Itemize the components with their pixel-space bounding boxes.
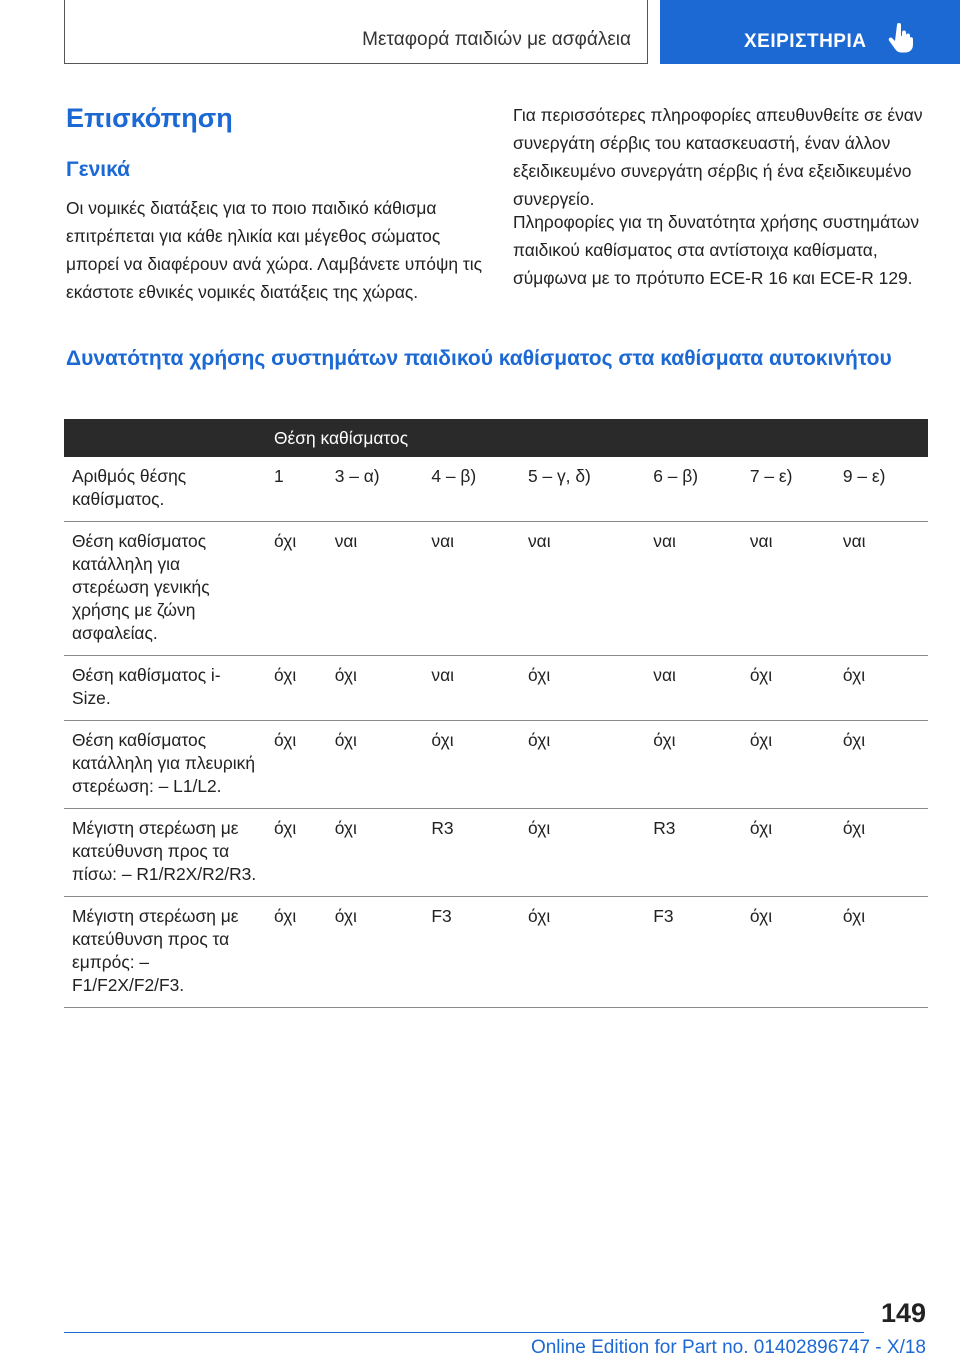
edition-link[interactable]: Online Edition for Part no. 01402896747 - X/18 — [530, 1337, 926, 1358]
table-row — [64, 656, 928, 721]
table-row — [64, 522, 928, 656]
table-row — [64, 721, 928, 809]
chapter-tab[interactable] — [660, 0, 960, 64]
table-cell: ναι — [423, 656, 520, 721]
table-header: Θέση καθίσματος — [266, 419, 928, 457]
table-cell: όχι — [327, 809, 424, 897]
table-cell: όχι — [327, 721, 424, 809]
table-cell: όχι — [327, 656, 424, 721]
table-cell: ναι — [645, 522, 742, 656]
table-cell: όχι — [742, 809, 835, 897]
table-cell: 9 – ε) — [835, 457, 928, 522]
table-cell: όχι — [266, 522, 327, 656]
page-number: 149 — [880, 1298, 926, 1328]
table-cell: όχι — [742, 656, 835, 721]
table-cell: R3 — [423, 809, 520, 897]
table-row — [64, 457, 928, 522]
table-cell: ναι — [423, 522, 520, 656]
table-cell: 5 – γ, δ) — [520, 457, 645, 522]
section-heading: Δυνατότητα χρήσης συστημάτων παιδικού καθίσματος στα καθίσματα αυτοκινήτου — [66, 347, 892, 370]
table-cell: όχι — [423, 721, 520, 809]
intro-paragraph: Οι νομικές διατάξεις για το ποιο παιδικό κάθισμα επιτρέπεται για κάθε ηλικία και μέγεθος σώματος μπορεί να διαφέρουν ανά χώρα. Λαμβάνετε υπόψη τις εκάστοτε εθνικές νομικές διατάξεις της χώρας. — [66, 198, 482, 302]
table-header-row — [64, 419, 928, 457]
table-cell: όχι — [742, 897, 835, 1008]
table-cell: F3 — [423, 897, 520, 1008]
table-cell: 3 – α) — [327, 457, 424, 522]
table-cell: 1 — [266, 457, 327, 522]
table-cell: όχι — [835, 656, 928, 721]
subtitle: Γενικά — [66, 158, 131, 181]
table-cell: 7 – ε) — [742, 457, 835, 522]
table-cell: όχι — [520, 897, 645, 1008]
row-label: Αριθμός θέσης καθίσματος. — [64, 457, 266, 522]
footer-divider — [64, 1332, 864, 1333]
seat-compatibility-table — [64, 419, 928, 1008]
table-cell: όχι — [266, 809, 327, 897]
row-label: Θέση καθίσματος κατάλληλη για στερέωση γενικής χρήσης με ζώνη ασφαλείας. — [64, 522, 266, 656]
table-cell: όχι — [742, 721, 835, 809]
page-title: Επισκόπηση — [66, 103, 233, 133]
row-label: Θέση καθίσματος κατάλληλη για πλευρική στερέωση: – L1/L2. — [64, 721, 266, 809]
table-cell: ναι — [645, 656, 742, 721]
row-label: Μέγιστη στερέωση με κατεύθυνση προς τα πίσω: – R1/R2X/R2/R3. — [64, 809, 266, 897]
table-cell: όχι — [520, 809, 645, 897]
table-cell: ναι — [742, 522, 835, 656]
table-cell: όχι — [835, 721, 928, 809]
table-cell: F3 — [645, 897, 742, 1008]
table-cell: όχι — [327, 897, 424, 1008]
table-cell: R3 — [645, 809, 742, 897]
chapter-tab-label: ΧΕΙΡΙΣΤΗΡΙΑ — [744, 31, 867, 52]
section-title: Μεταφορά παιδιών με ασφάλεια — [362, 29, 631, 50]
table-cell: ναι — [520, 522, 645, 656]
running-header — [64, 0, 648, 64]
table-cell: όχι — [520, 721, 645, 809]
table-cell: όχι — [835, 809, 928, 897]
table-cell: 4 – β) — [423, 457, 520, 522]
table-row — [64, 897, 928, 1008]
table-cell: ναι — [835, 522, 928, 656]
info-paragraph: Για περισσότερες πληροφορίες απευθυνθείτε σε έναν συνεργάτη σέρβις του κατασκευαστή, έναν άλλον εξειδικευμένο συνεργάτη σέρβις ή ένα εξειδικευμένο συνεργείο. — [513, 105, 923, 209]
row-label: Θέση καθίσματος i-Size. — [64, 656, 266, 721]
table-row — [64, 809, 928, 897]
table-cell: όχι — [520, 656, 645, 721]
table-cell: 6 – β) — [645, 457, 742, 522]
table-cell: όχι — [266, 897, 327, 1008]
pointing-hand-icon — [888, 23, 914, 53]
table-cell: ναι — [327, 522, 424, 656]
standards-paragraph: Πληροφορίες για τη δυνατότητα χρήσης συστημάτων παιδικού καθίσματος στα αντίστοιχα καθίσματα, σύμφωνα με το πρότυπο ECE-R 16 και ECE-R 129. — [513, 212, 920, 288]
row-label: Μέγιστη στερέωση με κατεύθυνση προς τα εμπρός: – F1/F2X/F2/F3. — [64, 897, 266, 1008]
table-cell: όχι — [835, 897, 928, 1008]
table-cell: όχι — [266, 721, 327, 809]
table-cell: όχι — [266, 656, 327, 721]
table-cell: όχι — [645, 721, 742, 809]
